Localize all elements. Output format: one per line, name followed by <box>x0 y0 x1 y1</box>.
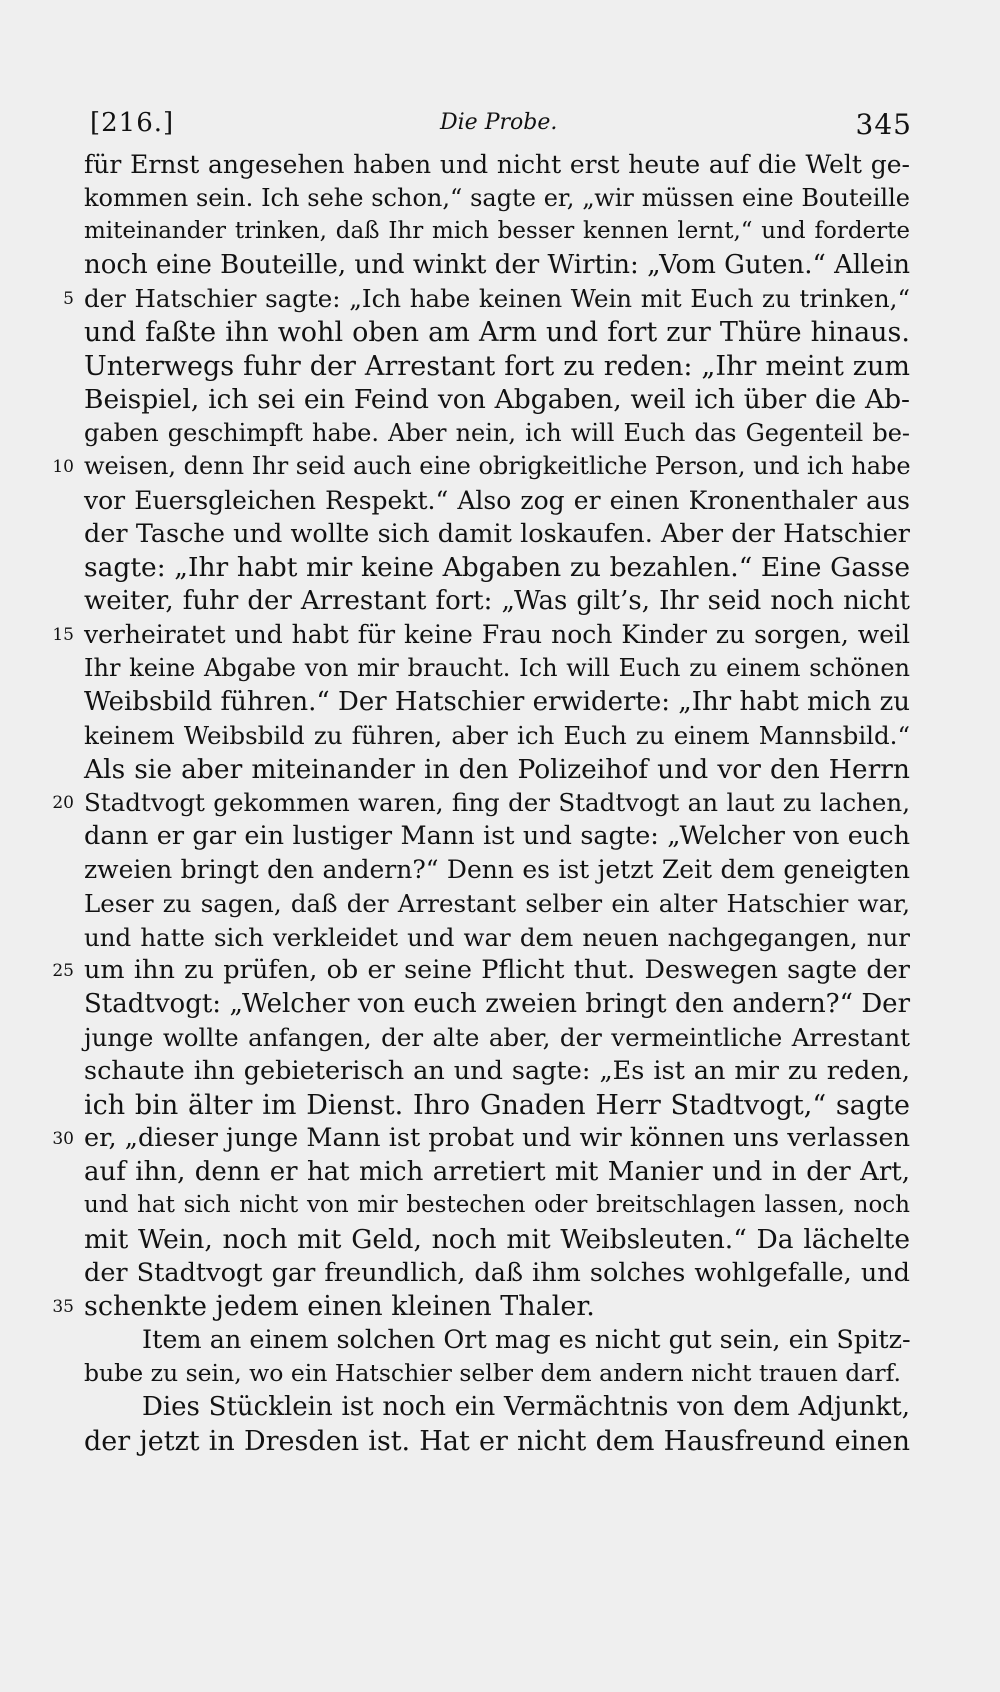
text-line <box>0 1156 1000 1190</box>
line-text: Stadtvogt gekommen waren, fing der Stadtvogt an laut zu lachen, <box>84 788 910 818</box>
line-number: 15 <box>52 625 74 646</box>
line-text: Weibsbild führen.“ Der Hatschier erwiderte: „Ihr habt mich zu <box>84 686 911 717</box>
line-text: keinem Weibsbild zu führen, aber ich Euch zu einem Mannsbild.“ <box>84 721 910 751</box>
line-text: Unterwegs fuhr der Arrestant fort zu reden: „Ihr meint zum <box>84 350 910 382</box>
text-line <box>0 1391 1000 1425</box>
line-text: miteinander trinken, daß Ihr mich besser kennen lernt,“ und forderte <box>84 218 910 245</box>
line-text: Stadtvogt: „Welcher von euch zweien bringt den andern?“ Der <box>84 988 910 1019</box>
text-line <box>0 383 1000 417</box>
line-text: schenkte jedem einen kleinen Thaler. <box>84 1291 595 1323</box>
line-number: 20 <box>52 793 74 814</box>
line-text: ich bin älter im Dienst. Ihro Gnaden Herr Stadtvogt,“ sagte <box>84 1089 910 1121</box>
line-text: und hat sich nicht von mir bestechen oder breitschlagen lassen, noch <box>84 1192 910 1219</box>
text-line <box>0 215 1000 249</box>
line-text: weiter, fuhr der Arrestant fort: „Was gilt’s, Ihr seid noch nicht <box>84 585 910 616</box>
line-text: gaben geschimpft habe. Aber nein, ich will Euch das Gegenteil be- <box>84 418 910 447</box>
text-line <box>0 148 1000 182</box>
text-line <box>0 1357 1000 1391</box>
text-line <box>0 1122 1000 1156</box>
line-text: Leser zu sagen, daß der Arrestant selber ein alter Hatschier war, <box>84 889 910 919</box>
line-text: Als sie aber miteinander in den Polizeihof und vor den Herrn <box>84 753 910 785</box>
text-line <box>0 450 1000 484</box>
page-number: 345 <box>855 108 912 141</box>
text-line <box>0 518 1000 552</box>
line-number: 30 <box>52 1129 74 1150</box>
original-page-number: [216.] <box>90 108 175 138</box>
text-line <box>0 484 1000 518</box>
text-line <box>0 719 1000 753</box>
text-line <box>0 887 1000 921</box>
line-text: um ihn zu prüfen, ob er seine Pflicht thut. Deswegen sagte der <box>84 955 910 986</box>
line-text: zweien bringt den andern?“ Denn es ist jetzt Zeit dem geneigten <box>84 855 910 885</box>
text-body <box>0 148 1000 1458</box>
line-text: verheiratet und habt für keine Frau noch Kinder zu sorgen, weil <box>84 620 910 650</box>
text-line <box>0 551 1000 585</box>
line-text: er, „dieser junge Mann ist probat und wir können uns verlassen <box>84 1123 910 1154</box>
line-text: dann er gar ein lustiger Mann ist und sagte: „Welcher von euch <box>84 820 910 851</box>
line-text: vor Euersgleichen Respekt.“ Also zog er einen Kronenthaler aus <box>84 485 910 515</box>
text-line <box>0 921 1000 955</box>
line-number: 10 <box>52 457 74 478</box>
line-number: 5 <box>63 289 74 310</box>
line-text: für Ernst angesehen haben und nicht erst heute auf die Welt ge- <box>84 150 910 179</box>
text-line <box>0 1324 1000 1358</box>
text-line <box>0 686 1000 720</box>
text-line <box>0 1189 1000 1223</box>
running-title: Die Probe. <box>440 110 558 135</box>
text-line <box>0 1223 1000 1257</box>
line-text: noch eine Bouteille, und winkt der Wirtin: „Vom Guten.“ Allein <box>84 249 910 280</box>
text-line <box>0 618 1000 652</box>
line-text: sagte: „Ihr habt mir keine Abgaben zu bezahlen.“ Eine Gasse <box>84 552 910 584</box>
text-line <box>0 853 1000 887</box>
line-text: bube zu sein, wo ein Hatschier selber dem andern nicht trauen darf. <box>84 1359 901 1388</box>
text-line <box>0 988 1000 1022</box>
line-text: der jetzt in Dresden ist. Hat er nicht dem Hausfreund einen <box>84 1425 910 1457</box>
text-line <box>0 652 1000 686</box>
text-line <box>0 820 1000 854</box>
text-line <box>0 417 1000 451</box>
text-line <box>0 1257 1000 1291</box>
line-text: der Stadtvogt gar freundlich, daß ihm solches wohlgefalle, und <box>84 1257 910 1288</box>
line-text: der Tasche und wollte sich damit loskaufen. Aber der Hatschier <box>84 518 910 549</box>
line-text: und faßte ihn wohl oben am Arm und fort zur Thüre hinaus. <box>84 316 910 348</box>
line-text: schaute ihn gebieterisch an und sagte: „Es ist an mir zu reden, <box>84 1056 910 1087</box>
line-text: Ihr keine Abgabe von mir braucht. Ich will Euch zu einem schönen <box>84 653 910 682</box>
line-text: der Hatschier sagte: „Ich habe keinen Wein mit Euch zu trinken,“ <box>84 284 910 314</box>
line-text: kommen sein. Ich sehe schon,“ sagte er, „wir müssen eine Bouteille <box>84 183 910 212</box>
line-text: und hatte sich verkleidet und war dem neuen nachgegangen, nur <box>84 922 910 952</box>
text-line <box>0 954 1000 988</box>
text-line <box>0 753 1000 787</box>
text-line <box>0 1021 1000 1055</box>
text-line <box>0 786 1000 820</box>
text-line <box>0 1089 1000 1123</box>
line-text: Dies Stücklein ist noch ein Vermächtnis von dem Adjunkt, <box>142 1391 910 1422</box>
page-header <box>0 100 1000 140</box>
line-text: Item an einem solchen Ort mag es nicht gut sein, ein Spitz- <box>142 1324 911 1355</box>
line-text: auf ihn, denn er hat mich arretiert mit Manier und in der Art, <box>84 1156 910 1187</box>
text-line <box>0 182 1000 216</box>
line-number: 25 <box>52 961 74 982</box>
text-line <box>0 249 1000 283</box>
text-line <box>0 1055 1000 1089</box>
line-text: junge wollte anfangen, der alte aber, der vermeintliche Arrestant <box>84 1023 910 1053</box>
line-number: 35 <box>52 1297 74 1318</box>
text-line <box>0 1290 1000 1324</box>
text-line <box>0 585 1000 619</box>
text-line <box>0 1425 1000 1459</box>
line-text: mit Wein, noch mit Geld, noch mit Weibsleuten.“ Da lächelte <box>84 1224 910 1255</box>
line-text: weisen, denn Ihr seid auch eine obrigkeitliche Person, und ich habe <box>84 452 911 481</box>
text-line <box>0 316 1000 350</box>
line-text: Beispiel, ich sei ein Feind von Abgaben, weil ich über die Ab- <box>84 384 910 416</box>
text-line <box>0 350 1000 384</box>
text-line <box>0 282 1000 316</box>
